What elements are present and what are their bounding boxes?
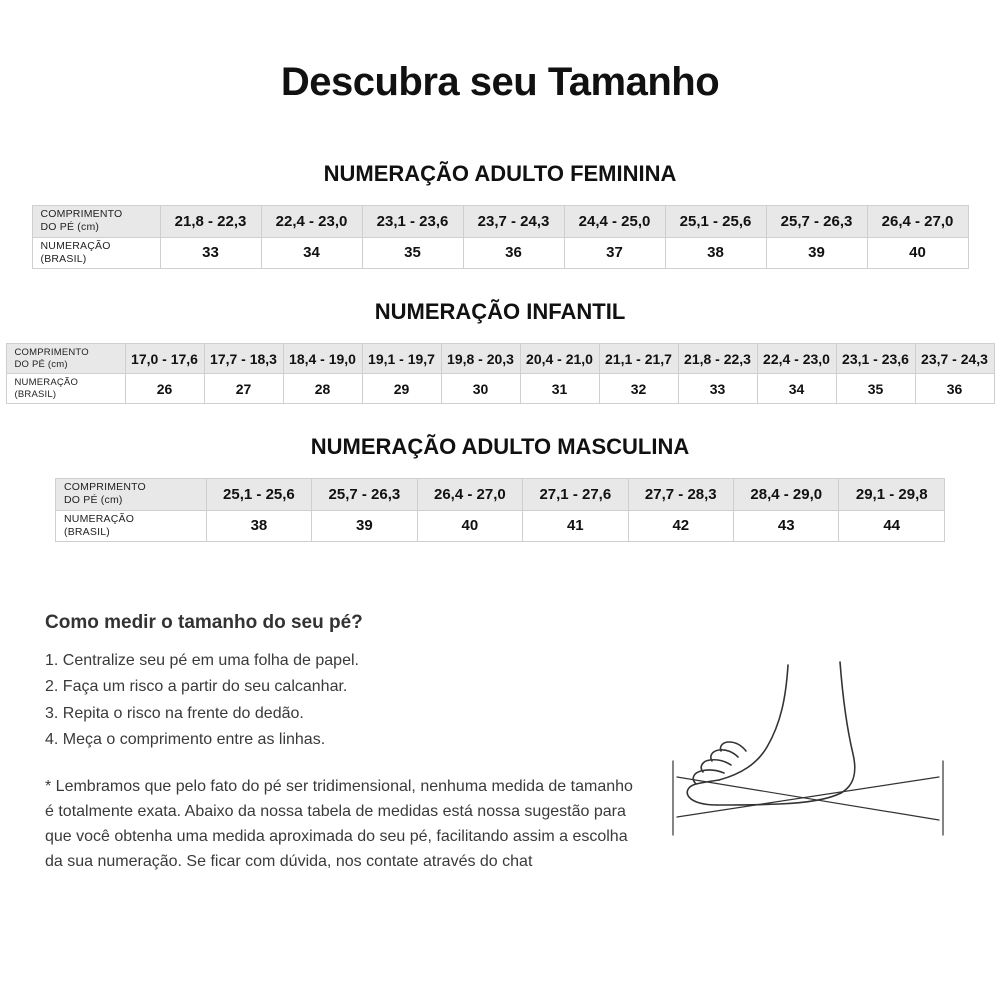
table-row (32, 206, 968, 237)
foot-illustration-container (655, 612, 955, 847)
cell-size: 40 (417, 510, 522, 541)
cell-size: 34 (261, 237, 362, 268)
cell-size: 39 (312, 510, 417, 541)
cell-size: 32 (599, 374, 678, 404)
cell-size: 26 (125, 374, 204, 404)
cell-size: 37 (564, 237, 665, 268)
row-label-length: COMPRIMENTO DO PÉ (cm) (6, 344, 125, 374)
size-table-masculina (55, 478, 945, 542)
table-row (56, 479, 945, 510)
cell-length: 23,1 - 23,6 (836, 344, 915, 374)
cell-size: 35 (362, 237, 463, 268)
table-row (6, 344, 994, 374)
how-to-section (0, 612, 1000, 891)
section-title-infantil: NUMERAÇÃO INFANTIL (374, 298, 626, 324)
disclaimer-note: * Lembramos que pelo fato do pé ser tridimensional, nenhuma medida de tamanho é totalmente exata. Abaixo da nossa tabela de medidas está nossa sugestão para que você obtenha uma medida aproximada do seu pé, facilitando assim a escolha da sua numeração. Se ficar com dúvida, nos contate através do chat (45, 778, 633, 870)
cell-length: 23,1 - 23,6 (362, 206, 463, 237)
cell-size: 34 (757, 374, 836, 404)
row-label-size: NUMERAÇÃO (BRASIL) (56, 510, 207, 541)
row-label-size: NUMERAÇÃO (BRASIL) (6, 374, 125, 404)
cell-size: 42 (628, 510, 733, 541)
table-row (6, 374, 994, 404)
how-to-heading: Como medir o tamanho do seu pé? (45, 611, 363, 633)
section-title-feminina: NUMERAÇÃO ADULTO FEMININA (323, 161, 677, 186)
size-table-feminina (32, 205, 969, 269)
cell-size: 44 (839, 510, 945, 541)
cell-size: 35 (836, 374, 915, 404)
cell-length: 27,1 - 27,6 (523, 479, 628, 510)
cell-length: 17,7 - 18,3 (204, 344, 283, 374)
cell-size: 36 (463, 237, 564, 268)
cell-length: 21,8 - 22,3 (678, 344, 757, 374)
cell-length: 24,4 - 25,0 (564, 206, 665, 237)
cell-size: 31 (520, 374, 599, 404)
cell-length: 25,1 - 25,6 (206, 479, 311, 510)
page-title: Descubra seu Tamanho (280, 60, 720, 104)
cell-size: 38 (665, 237, 766, 268)
cell-length: 29,1 - 29,8 (839, 479, 945, 510)
how-to-text (45, 612, 655, 891)
cell-length: 22,4 - 23,0 (261, 206, 362, 237)
cell-size: 29 (362, 374, 441, 404)
section-title-masculina: NUMERAÇÃO ADULTO MASCULINA (310, 434, 690, 459)
list-item: 4. Meça o comprimento entre as linhas. (45, 730, 326, 748)
cell-size: 41 (523, 510, 628, 541)
cell-length: 28,4 - 29,0 (734, 479, 839, 510)
cell-length: 21,1 - 21,7 (599, 344, 678, 374)
cell-size: 38 (206, 510, 311, 541)
cell-length: 19,1 - 19,7 (362, 344, 441, 374)
cell-length: 17,0 - 17,6 (125, 344, 204, 374)
cell-size: 36 (915, 374, 994, 404)
cell-size: 43 (734, 510, 839, 541)
size-table-infantil (6, 343, 995, 404)
cell-length: 25,1 - 25,6 (665, 206, 766, 237)
list-item: 2. Faça um risco a partir do seu calcanhar. (45, 678, 348, 696)
cell-length: 22,4 - 23,0 (757, 344, 836, 374)
cell-length: 23,7 - 24,3 (915, 344, 994, 374)
table-row (32, 237, 968, 268)
list-item: 3. Repita o risco na frente do dedão. (45, 704, 304, 722)
row-label-length: COMPRIMENTO DO PÉ (cm) (56, 479, 207, 510)
cell-size: 28 (283, 374, 362, 404)
cell-size: 30 (441, 374, 520, 404)
cell-length: 25,7 - 26,3 (766, 206, 867, 237)
row-label-length: COMPRIMENTO DO PÉ (cm) (32, 206, 160, 237)
foot-measure-icon (655, 657, 955, 847)
how-to-steps (45, 648, 655, 754)
cell-size: 39 (766, 237, 867, 268)
cell-length: 26,4 - 27,0 (867, 206, 968, 237)
cell-length: 26,4 - 27,0 (417, 479, 522, 510)
cell-length: 18,4 - 19,0 (283, 344, 362, 374)
cell-length: 21,8 - 22,3 (160, 206, 261, 237)
cell-size: 40 (867, 237, 968, 268)
cell-length: 25,7 - 26,3 (312, 479, 417, 510)
cell-length: 20,4 - 21,0 (520, 344, 599, 374)
row-label-size: NUMERAÇÃO (BRASIL) (32, 237, 160, 268)
table-row (56, 510, 945, 541)
cell-length: 19,8 - 20,3 (441, 344, 520, 374)
cell-length: 23,7 - 24,3 (463, 206, 564, 237)
cell-size: 33 (678, 374, 757, 404)
cell-size: 27 (204, 374, 283, 404)
list-item: 1. Centralize seu pé em uma folha de papel. (45, 651, 359, 669)
cell-length: 27,7 - 28,3 (628, 479, 733, 510)
cell-size: 33 (160, 237, 261, 268)
